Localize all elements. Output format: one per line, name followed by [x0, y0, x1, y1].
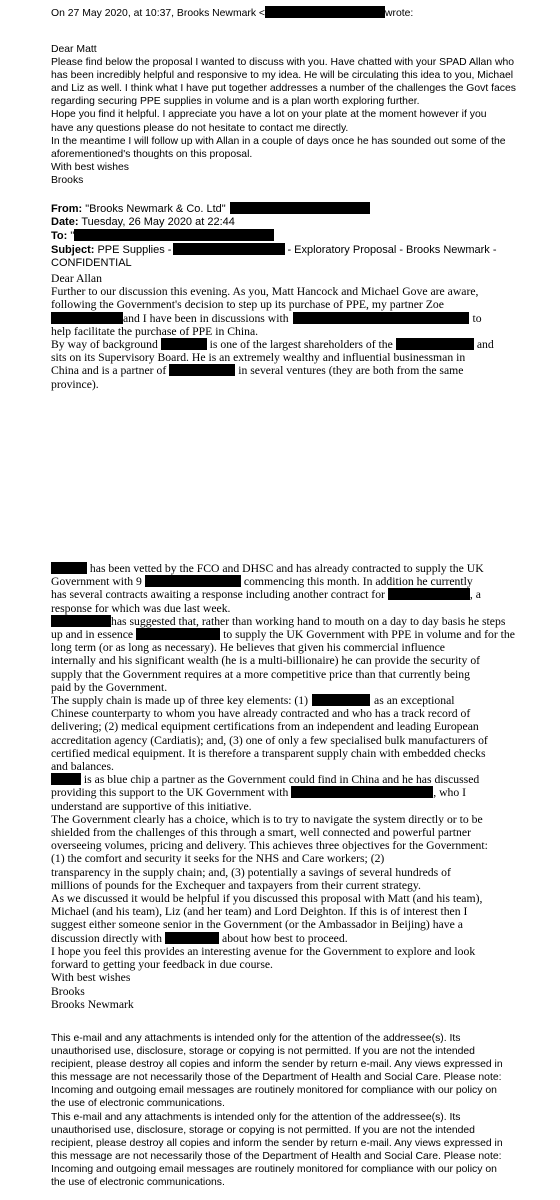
letter-line: Michael (and his team), Liz (and her team) and Lord Deighton. If this is of interest then I: [51, 905, 468, 919]
letter-line: Brooks: [51, 984, 85, 998]
letter-line: up and in essence: [51, 628, 134, 642]
letter-line: paid by the Government.: [51, 680, 168, 694]
disclaimer-line: Incoming and outgoing email messages are routinely monitored for compliance with our policy on: [51, 1085, 497, 1097]
disclaimer-line: this message are not necessarily those of the Department of Health and Social Care. Please note:: [51, 1150, 502, 1162]
disclaimer-line: This e-mail and any attachments is intended only for the attention of the addressee(s). Its: [51, 1033, 461, 1044]
letter-line: help facilitate the purchase of PPE in China.: [51, 324, 259, 338]
date-label: Date:: [51, 216, 79, 228]
letter-line: is one of the largest shareholders of the: [209, 338, 393, 352]
letter-line: shielded from the challenges of this through a smart, well connected and powerful partner: [51, 826, 471, 840]
redaction-bar: [161, 338, 207, 350]
letter-line: As we discussed it would be helpful if you discussed this proposal with Matt (and his team),: [51, 892, 483, 906]
redaction-bar: [51, 773, 81, 785]
letter-line: With best wishes: [51, 971, 131, 985]
letter-line: , who I: [433, 786, 467, 800]
subject-part: - Exploratory Proposal - Brooks Newmark -: [287, 244, 497, 256]
letter-line: China and is a partner of: [51, 364, 167, 378]
letter-line: province).: [51, 377, 99, 391]
letter-line: millions of pounds for the Exchequer and taxpayers from their current strategy.: [51, 878, 421, 892]
email-header-line: [51, 6, 491, 20]
letter-line: and balances.: [51, 760, 114, 774]
forwarded-headers: [51, 202, 497, 270]
subject-label: Subject:: [51, 244, 95, 256]
letter-line: to supply the UK Government with PPE in volume and for the: [223, 628, 515, 642]
letter-line: Brooks Newmark: [51, 997, 134, 1011]
redaction-bar: [169, 364, 235, 376]
header-prefix: On 27 May 2020, at 10:37, Brooks Newmark <: [51, 8, 265, 19]
redaction-bar: [173, 243, 285, 255]
disclaimer-line: This e-mail and any attachments is intended only for the attention of the addressee(s). Its: [51, 1111, 461, 1123]
letter-line: The Government clearly has a choice, which is to try to navigate the system directly or to be: [51, 812, 483, 826]
subject-part: PPE Supplies -: [97, 244, 172, 256]
disclaimer: [51, 1032, 503, 1189]
letter-line: long term (or as long as necessary). He believes that given his commercial influence: [51, 641, 445, 655]
letter-line: delivering; (2) medical equipment certifications from an independent and leading European: [51, 720, 479, 734]
letter-line: understand are supportive of this initiative.: [51, 799, 252, 813]
date-value: Tuesday, 26 May 2020 at 22:44: [81, 216, 235, 228]
email-line: In the meantime I will follow up with Allan in a couple of days once he has sounded out some of the: [51, 135, 506, 147]
letter-line: internally and his significant wealth (he is a multi-billionaire) he can provide the security of: [51, 654, 481, 668]
redaction-bar: [51, 312, 123, 324]
redaction-bar: [165, 932, 219, 944]
letter-line: providing this support to the UK Government with: [51, 786, 289, 800]
redaction-bar: [388, 588, 470, 600]
letter-line: following the Government's decision to step up its purchase of PPE, my partner Zoe: [51, 298, 444, 312]
email-line: aforementioned's thoughts on this proposal.: [51, 148, 253, 160]
redaction-bar: [293, 312, 469, 324]
letter-line: overseeing volumes, pricing and delivery. This achieves three objectives for the Government:: [51, 839, 488, 853]
letter-line: Further to our discussion this evening. As you, Matt Hancock and Michael Gove are aware,: [51, 285, 479, 299]
redaction-bar: [230, 202, 370, 214]
disclaimer-line: unauthorised use, disclosure, storage or copying is not permitted. If you are not the intended: [51, 1124, 475, 1136]
redaction-bar: [51, 615, 111, 627]
header-suffix: wrote:: [384, 8, 414, 19]
disclaimer-line: Incoming and outgoing email messages are routinely monitored for compliance with our policy on: [51, 1163, 497, 1175]
letter-line: is as blue chip a partner as the Government could find in China and he has discussed: [83, 773, 480, 787]
disclaimer-line: the use of electronic communications.: [51, 1098, 225, 1110]
letter-line: By way of background: [51, 338, 158, 352]
page-break: [0, 492, 560, 552]
disclaimer-line: recipient, please destroy all copies and inform the sender by return e-mail. Any views expressed in: [51, 1059, 503, 1071]
letter-line: The supply chain is made up of three key elements: (1): [51, 694, 309, 708]
email-line: Please find below the proposal I wanted to discuss with you. Have chatted with your SPAD Allan who: [51, 57, 515, 69]
disclaimer-line: recipient, please destroy all copies and inform the sender by return e-mail. Any views expressed in: [51, 1137, 503, 1149]
disclaimer-line: this message are not necessarily those of the Department of Health and Social Care. Please note:: [51, 1072, 502, 1084]
letter-line: , a: [469, 588, 481, 602]
letter-line: commencing this month. In addition he currently: [243, 575, 473, 589]
redaction-bar: [291, 786, 433, 798]
email-line: and Liz as well. I think what I have put together addresses a number of the challenges the Govt faces: [51, 83, 516, 95]
greeting: Dear Matt: [51, 44, 97, 55]
disclaimer-line: unauthorised use, disclosure, storage or copying is not permitted. If you are not the intended: [51, 1046, 475, 1058]
email-line: Hope you find it helpful. I appreciate you have a lot on your plate at the moment however if you: [51, 109, 487, 121]
redaction-bar: [136, 628, 220, 640]
letter-line: certified medical equipment. It is therefore a transparent supply chain with embedded checks: [51, 746, 486, 760]
email-line: has been incredibly helpful and responsive to my idea. He will be circulating this idea to you, Michael: [51, 70, 514, 82]
email-body-matt: [51, 43, 516, 187]
letter-line: transparency in the supply chain; and, (3) potentially a savings of several hundreds of: [51, 865, 451, 879]
email-line: have any questions please do not hesitate to contact me directly.: [51, 122, 349, 134]
redaction-bar: [265, 6, 385, 18]
redaction-bar: [74, 229, 274, 241]
letter-line: in several ventures (they are both from the same: [238, 364, 464, 378]
subject-part: CONFIDENTIAL: [51, 257, 132, 269]
to-value: ": [70, 230, 75, 242]
from-value: "Brooks Newmark & Co. Ltd": [85, 203, 226, 215]
from-label: From:: [51, 203, 83, 215]
letter-line: has been vetted by the FCO and DHSC and has already contracted to supply the UK: [89, 562, 484, 575]
letter-line: and: [476, 338, 494, 352]
redaction-bar: [51, 562, 87, 574]
letter-line: supply that the Government requires at a more competitive price than that currently being: [51, 667, 470, 681]
letter-line: has several contracts awaiting a response including another contract for: [51, 588, 385, 602]
email-line: With best wishes: [51, 161, 129, 173]
letter-line: Government with 9: [51, 575, 142, 589]
letter-line: accreditation agency (Cardiatis); and, (3) one of only a few specialised bulk manufacturers of: [51, 733, 488, 747]
letter-line: I hope you feel this provides an interesting avenue for the Government to explore and look: [51, 944, 476, 958]
letter-line: has suggested that, rather than working hand to mouth on a day to day basis he steps: [111, 614, 506, 628]
letter-line: to: [472, 311, 482, 325]
letter-line: forward to getting your feedback in due course.: [51, 958, 273, 972]
letter-part-2: [51, 562, 515, 1011]
letter-line: response for which was due last week.: [51, 601, 231, 615]
redaction-bar: [145, 575, 241, 587]
to-label: To:: [51, 230, 68, 242]
letter-line: sits on its Supervisory Board. He is an extremely wealthy and influential businessman in: [51, 351, 466, 365]
letter-line: and I have been in discussions with: [123, 311, 289, 325]
letter-part-1: [51, 272, 494, 391]
letter-line: (1) the comfort and security it seeks for the NHS and Care workers; (2): [51, 852, 385, 866]
disclaimer-line: the use of electronic communications.: [51, 1177, 225, 1189]
letter-line: about how best to proceed.: [222, 931, 348, 945]
redaction-bar: [396, 338, 474, 350]
letter-line: Chinese counterparty to whom you have already contracted and who has a track record of: [51, 707, 471, 721]
redaction-bar: [312, 694, 370, 706]
letter-line: suggest either someone senior in the Government (or the Ambassador in Beijing) have a: [51, 918, 463, 932]
email-line: regarding securing PPE supplies in volume and is a plan worth exploring further.: [51, 96, 420, 108]
email-line: Brooks: [51, 174, 84, 186]
letter-line: as an exceptional: [374, 694, 455, 708]
salutation: Dear Allan: [51, 272, 102, 285]
letter-line: discussion directly with: [51, 931, 163, 945]
